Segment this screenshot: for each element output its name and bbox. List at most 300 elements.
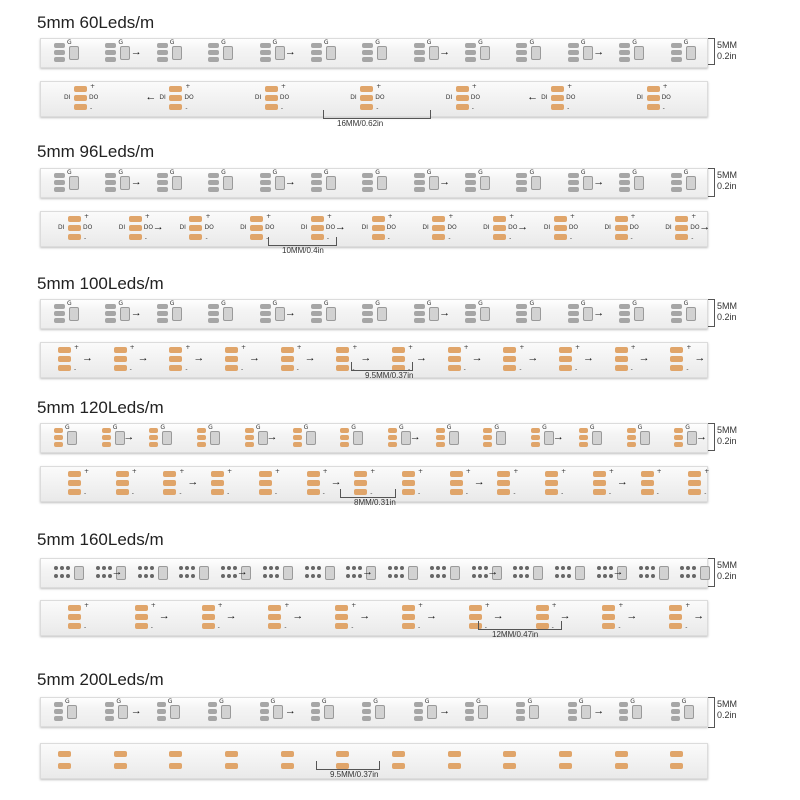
- contact-dot: [305, 566, 309, 570]
- solder-pad: [157, 702, 166, 707]
- copper-pad: [536, 605, 549, 611]
- copper-pad: [360, 86, 373, 92]
- copper-pad: [497, 471, 510, 477]
- contact-dot: [221, 574, 225, 578]
- led-chip: [496, 431, 506, 445]
- copper-pad: [74, 86, 87, 92]
- solder-pad: [208, 187, 219, 192]
- section-title: 5mm 160Leds/m: [37, 530, 164, 549]
- direction-arrow: →: [694, 352, 706, 364]
- pad-group: [540, 211, 593, 247]
- solder-pad: [105, 50, 116, 55]
- solder-pad: [208, 50, 219, 55]
- copper-pad: [259, 489, 272, 495]
- pin-label-plus: +: [519, 344, 525, 351]
- pin-label-do: DO: [83, 224, 93, 231]
- led-unit: [507, 558, 543, 588]
- copper-pad: [129, 216, 142, 222]
- pad-group: [54, 600, 113, 636]
- led-unit: [239, 423, 281, 453]
- solder-pad: [414, 173, 425, 178]
- pin-label-minus: -: [408, 366, 411, 373]
- pin-label-minus: -: [387, 235, 390, 242]
- pin-label-plus: +: [575, 344, 581, 351]
- copper-pad: [670, 763, 683, 769]
- led-unit: [257, 558, 293, 588]
- led-chip: [158, 566, 168, 580]
- solder-pad: [362, 50, 373, 55]
- copper-pad: [307, 480, 320, 486]
- pad-group: [221, 743, 269, 779]
- pad-group: [436, 466, 485, 502]
- led-chip: [273, 705, 283, 719]
- solder-pad: [388, 435, 397, 440]
- pin-label-g: G: [578, 698, 584, 705]
- copper-pad: [169, 347, 182, 353]
- pin-label-plus: +: [662, 83, 668, 90]
- led-unit: [510, 168, 555, 198]
- width-label-in: 0.2in: [717, 436, 737, 446]
- solder-pad: [362, 180, 373, 185]
- width-label: 5MM: [717, 40, 737, 50]
- led-unit: [143, 423, 185, 453]
- pin-label-g: G: [426, 39, 432, 46]
- led-unit: [215, 558, 251, 588]
- led-unit: [99, 168, 144, 198]
- solder-pad: [260, 57, 271, 62]
- pin-label-plus: +: [296, 344, 302, 351]
- led-chip: [199, 566, 209, 580]
- solder-pad: [516, 709, 525, 714]
- copper-pad: [402, 623, 415, 629]
- solder-pad: [208, 311, 219, 316]
- pitch-label: 9.5MM/0.37in: [330, 770, 379, 779]
- solder-pad: [311, 187, 322, 192]
- solder-pad: [414, 50, 425, 55]
- solder-pad: [311, 716, 320, 721]
- solder-pad: [157, 318, 168, 323]
- led-unit: [525, 423, 567, 453]
- solder-pad: [54, 50, 65, 55]
- copper-pad: [58, 356, 71, 362]
- solder-pad: [619, 180, 630, 185]
- copper-pad: [456, 104, 469, 110]
- contact-dot: [191, 574, 195, 578]
- copper-pad: [281, 356, 294, 362]
- copper-pad: [670, 347, 683, 353]
- contact-dot: [472, 566, 476, 570]
- section-title: 5mm 200Leds/m: [37, 670, 164, 689]
- copper-pad: [503, 751, 516, 757]
- copper-pad: [593, 489, 606, 495]
- contact-dot: [275, 566, 279, 570]
- solder-pad: [674, 442, 683, 447]
- direction-arrow: →: [593, 176, 605, 188]
- solder-pad: [197, 435, 206, 440]
- led-chip: [69, 307, 79, 321]
- solder-pad: [208, 318, 219, 323]
- copper-pad: [688, 489, 701, 495]
- solder-pad: [627, 442, 636, 447]
- pin-label-minus: -: [448, 235, 451, 242]
- solder-pad: [105, 180, 116, 185]
- solder-pad: [414, 304, 425, 309]
- direction-arrow: →: [249, 352, 260, 364]
- direction-arrow: →: [487, 566, 499, 578]
- width-label-in: 0.2in: [717, 571, 737, 581]
- led-chip: [429, 176, 439, 190]
- section-200: [0, 670, 800, 795]
- copper-pad: [670, 365, 683, 371]
- direction-arrow: ←: [145, 91, 157, 103]
- pad-group: [110, 342, 158, 378]
- contact-dot: [388, 566, 392, 570]
- pin-label-g: G: [321, 698, 327, 705]
- pin-label-minus: -: [351, 624, 354, 631]
- copper-pad: [360, 95, 373, 101]
- led-unit: [477, 423, 519, 453]
- pad-group: [254, 600, 313, 636]
- copper-pad: [169, 356, 182, 362]
- solder-pad: [531, 435, 540, 440]
- solder-pad: [157, 180, 168, 185]
- width-label-in: 0.2in: [717, 51, 737, 61]
- pad-group: [277, 342, 325, 378]
- pin-label-g: G: [476, 698, 481, 705]
- copper-pad: [354, 471, 367, 477]
- copper-pad: [554, 225, 567, 231]
- copper-pad: [551, 95, 564, 101]
- width-bracket: [708, 299, 715, 327]
- solder-pad: [157, 50, 168, 55]
- led-chip: [223, 46, 233, 60]
- direction-arrow: →: [360, 352, 372, 364]
- pin-label-g: G: [424, 698, 430, 705]
- solder-pad: [568, 716, 577, 721]
- contact-dot: [317, 566, 321, 570]
- pad-group: [655, 600, 714, 636]
- solder-pad: [293, 442, 302, 447]
- direction-arrow: →: [439, 705, 451, 717]
- contact-dot: [400, 574, 404, 578]
- copper-pad: [336, 365, 349, 371]
- copper-pad: [68, 234, 81, 240]
- contact-dot: [400, 566, 404, 570]
- solder-pad: [311, 173, 322, 178]
- copper-pad: [225, 365, 238, 371]
- section-160: [0, 530, 800, 660]
- direction-arrow: →: [593, 307, 605, 319]
- pin-label-g: G: [270, 698, 276, 705]
- solder-pad: [414, 318, 425, 323]
- pin-label-minus: -: [418, 490, 421, 497]
- direction-arrow: →: [471, 352, 483, 364]
- pin-label-plus: +: [561, 468, 567, 475]
- led-chip: [686, 46, 696, 60]
- pin-label-di: DI: [361, 224, 369, 231]
- solder-pad: [311, 57, 322, 62]
- solder-pad: [414, 43, 425, 48]
- solder-pad: [208, 173, 219, 178]
- contact-dot: [692, 574, 696, 578]
- copper-pad: [456, 86, 469, 92]
- pin-label-plus: +: [448, 213, 454, 220]
- copper-pad: [450, 480, 463, 486]
- pin-label-minus: -: [376, 105, 379, 112]
- led-unit: [305, 697, 350, 727]
- led-chip: [326, 176, 336, 190]
- led-unit: [334, 423, 376, 453]
- solder-pad: [260, 304, 271, 309]
- solder-pad: [531, 442, 540, 447]
- copper-pad: [402, 489, 415, 495]
- solder-pad: [568, 187, 579, 192]
- solder-pad: [516, 311, 527, 316]
- copper-pad: [615, 347, 628, 353]
- pad-group: [165, 342, 213, 378]
- contact-dot: [102, 574, 106, 578]
- solder-pad: [293, 428, 302, 433]
- copper-pad: [448, 751, 461, 757]
- contact-dot: [597, 566, 601, 570]
- pin-label-g: G: [637, 424, 643, 431]
- solder-pad: [362, 173, 373, 178]
- solder-pad: [619, 716, 628, 721]
- pad-group: [579, 466, 628, 502]
- contact-dot: [388, 574, 392, 578]
- led-unit: [191, 423, 233, 453]
- pin-label-plus: +: [322, 468, 328, 475]
- led-chip: [640, 431, 650, 445]
- solder-pad: [671, 57, 682, 62]
- section-96: [0, 142, 800, 267]
- contact-dot: [144, 566, 148, 570]
- solder-pad: [414, 57, 425, 62]
- pin-label-minus: -: [656, 490, 659, 497]
- led-chip: [450, 566, 460, 580]
- led-unit: [48, 558, 84, 588]
- pin-label-g: G: [542, 424, 547, 431]
- pin-label-do: DO: [568, 224, 579, 231]
- pin-label-di: DI: [118, 224, 126, 231]
- led-chip: [326, 307, 336, 321]
- strip-back: [40, 600, 708, 636]
- copper-pad: [551, 104, 564, 110]
- pin-label-minus: -: [463, 366, 466, 373]
- contact-dot: [263, 574, 267, 578]
- led-chip: [583, 46, 593, 60]
- strip-front: [40, 558, 708, 588]
- pad-group: [661, 211, 714, 247]
- solder-pad: [579, 442, 588, 447]
- pin-label-plus: +: [370, 468, 376, 475]
- pin-label-plus: +: [686, 344, 692, 351]
- copper-pad: [450, 489, 463, 495]
- led-chip: [172, 176, 182, 190]
- pad-group: [358, 211, 411, 247]
- direction-arrow: →: [559, 610, 571, 622]
- led-chip: [170, 705, 180, 719]
- width-bracket: [708, 168, 715, 197]
- pad-group: [555, 743, 603, 779]
- solder-pad: [516, 318, 527, 323]
- copper-pad: [268, 614, 281, 620]
- solder-pad: [54, 57, 65, 62]
- pin-label-minus: -: [241, 366, 244, 373]
- pad-group: [221, 342, 269, 378]
- contact-dot: [436, 574, 440, 578]
- contact-dot: [60, 566, 64, 570]
- solder-pad: [157, 311, 168, 316]
- pad-group: [483, 466, 523, 502]
- led-unit: [613, 38, 658, 68]
- pin-label-minus: -: [280, 105, 284, 112]
- copper-pad: [448, 356, 461, 362]
- pin-label-g: G: [272, 300, 278, 307]
- led-chip: [684, 705, 694, 719]
- contact-dot: [311, 574, 315, 578]
- contact-dot: [227, 566, 231, 570]
- copper-pad: [615, 356, 628, 362]
- contact-dot: [567, 574, 571, 578]
- pin-label-g: G: [118, 169, 124, 176]
- contact-dot: [519, 566, 523, 570]
- pin-label-plus: +: [84, 602, 90, 609]
- led-unit: [305, 38, 350, 68]
- direction-arrow: →: [616, 476, 628, 488]
- led-chip: [221, 705, 231, 719]
- contact-dot: [227, 574, 231, 578]
- solder-pad: [674, 428, 683, 433]
- pin-label-minus: -: [519, 366, 522, 373]
- solder-pad: [260, 311, 271, 316]
- solder-pad: [516, 187, 527, 192]
- pin-label-plus: +: [465, 468, 471, 475]
- copper-pad: [114, 347, 127, 353]
- pin-label-do: DO: [204, 224, 214, 231]
- led-chip: [429, 307, 439, 321]
- pin-label-plus: +: [656, 468, 662, 475]
- solder-pad: [105, 43, 116, 48]
- pad-group: [555, 342, 603, 378]
- solder-pad: [157, 43, 168, 48]
- led-unit: [562, 168, 607, 198]
- copper-pad: [189, 225, 202, 231]
- pin-label-minus: -: [326, 235, 330, 242]
- led-chip: [223, 176, 233, 190]
- solder-pad: [414, 702, 423, 707]
- pin-label-g: G: [529, 169, 535, 176]
- pin-label-minus: -: [484, 624, 487, 631]
- led-unit: [665, 168, 710, 198]
- solder-pad: [105, 702, 114, 707]
- pin-label-plus: +: [618, 602, 624, 609]
- contact-dot: [680, 574, 684, 578]
- solder-pad: [465, 716, 474, 721]
- led-chip: [324, 705, 334, 719]
- solder-pad: [516, 173, 527, 178]
- section-100: [0, 274, 800, 394]
- contact-dot: [472, 574, 476, 578]
- direction-arrow: →: [111, 566, 123, 578]
- copper-pad: [58, 763, 71, 769]
- pin-label-plus: +: [326, 213, 332, 220]
- copper-pad: [281, 365, 294, 371]
- copper-pad: [336, 347, 349, 353]
- copper-pad: [250, 234, 263, 240]
- led-unit: [562, 697, 607, 727]
- led-chip: [275, 307, 285, 321]
- solder-pad: [362, 304, 373, 309]
- contact-dot: [651, 574, 655, 578]
- pad-group: [666, 342, 714, 378]
- pin-label-g: G: [221, 300, 226, 307]
- pin-label-minus: -: [704, 490, 707, 497]
- solder-pad: [671, 50, 682, 55]
- copper-pad: [116, 480, 129, 486]
- solder-pad: [311, 50, 322, 55]
- copper-pad: [169, 86, 182, 92]
- pin-label-plus: +: [84, 213, 90, 220]
- solder-pad: [465, 304, 476, 309]
- led-unit: [382, 423, 424, 453]
- solder-pad: [197, 428, 206, 433]
- copper-pad: [129, 225, 142, 231]
- copper-pad: [641, 471, 654, 477]
- pin-label-minus: -: [686, 366, 689, 373]
- solder-pad: [54, 304, 65, 309]
- copper-pad: [163, 489, 176, 495]
- pin-label-di: DI: [64, 94, 71, 101]
- solder-pad: [619, 304, 630, 309]
- solder-pad: [157, 57, 168, 62]
- copper-pad: [169, 95, 182, 101]
- pin-label-g: G: [272, 169, 278, 176]
- solder-pad: [436, 435, 445, 440]
- pitch-bracket: [351, 362, 413, 371]
- pin-label-plus: +: [704, 468, 710, 475]
- solder-pad: [619, 318, 630, 323]
- led-chip: [162, 431, 172, 445]
- solder-pad: [208, 57, 219, 62]
- pin-label-g: G: [375, 169, 380, 176]
- solder-pad: [671, 43, 682, 48]
- solder-pad: [54, 187, 65, 192]
- solder-pad: [149, 442, 158, 447]
- direction-arrow: →: [492, 610, 504, 622]
- copper-pad: [116, 489, 129, 495]
- contact-dot: [346, 574, 350, 578]
- width-label: 5MM: [717, 170, 737, 180]
- contact-dot: [442, 574, 446, 578]
- led-chip: [583, 307, 593, 321]
- pin-label-plus: +: [471, 83, 477, 90]
- led-unit: [562, 299, 607, 329]
- pin-label-g: G: [65, 698, 70, 705]
- contact-dot: [639, 574, 643, 578]
- pin-label-minus: -: [296, 366, 299, 373]
- led-chip: [326, 46, 336, 60]
- pin-label-g: G: [118, 300, 124, 307]
- pin-label-minus: -: [84, 624, 87, 631]
- pin-label-g: G: [683, 300, 689, 307]
- direction-arrow: →: [193, 352, 205, 364]
- copper-pad: [392, 347, 405, 353]
- pin-label-plus: +: [418, 602, 424, 609]
- contact-dot: [525, 566, 529, 570]
- contact-dot: [138, 574, 142, 578]
- copper-pad: [559, 751, 572, 757]
